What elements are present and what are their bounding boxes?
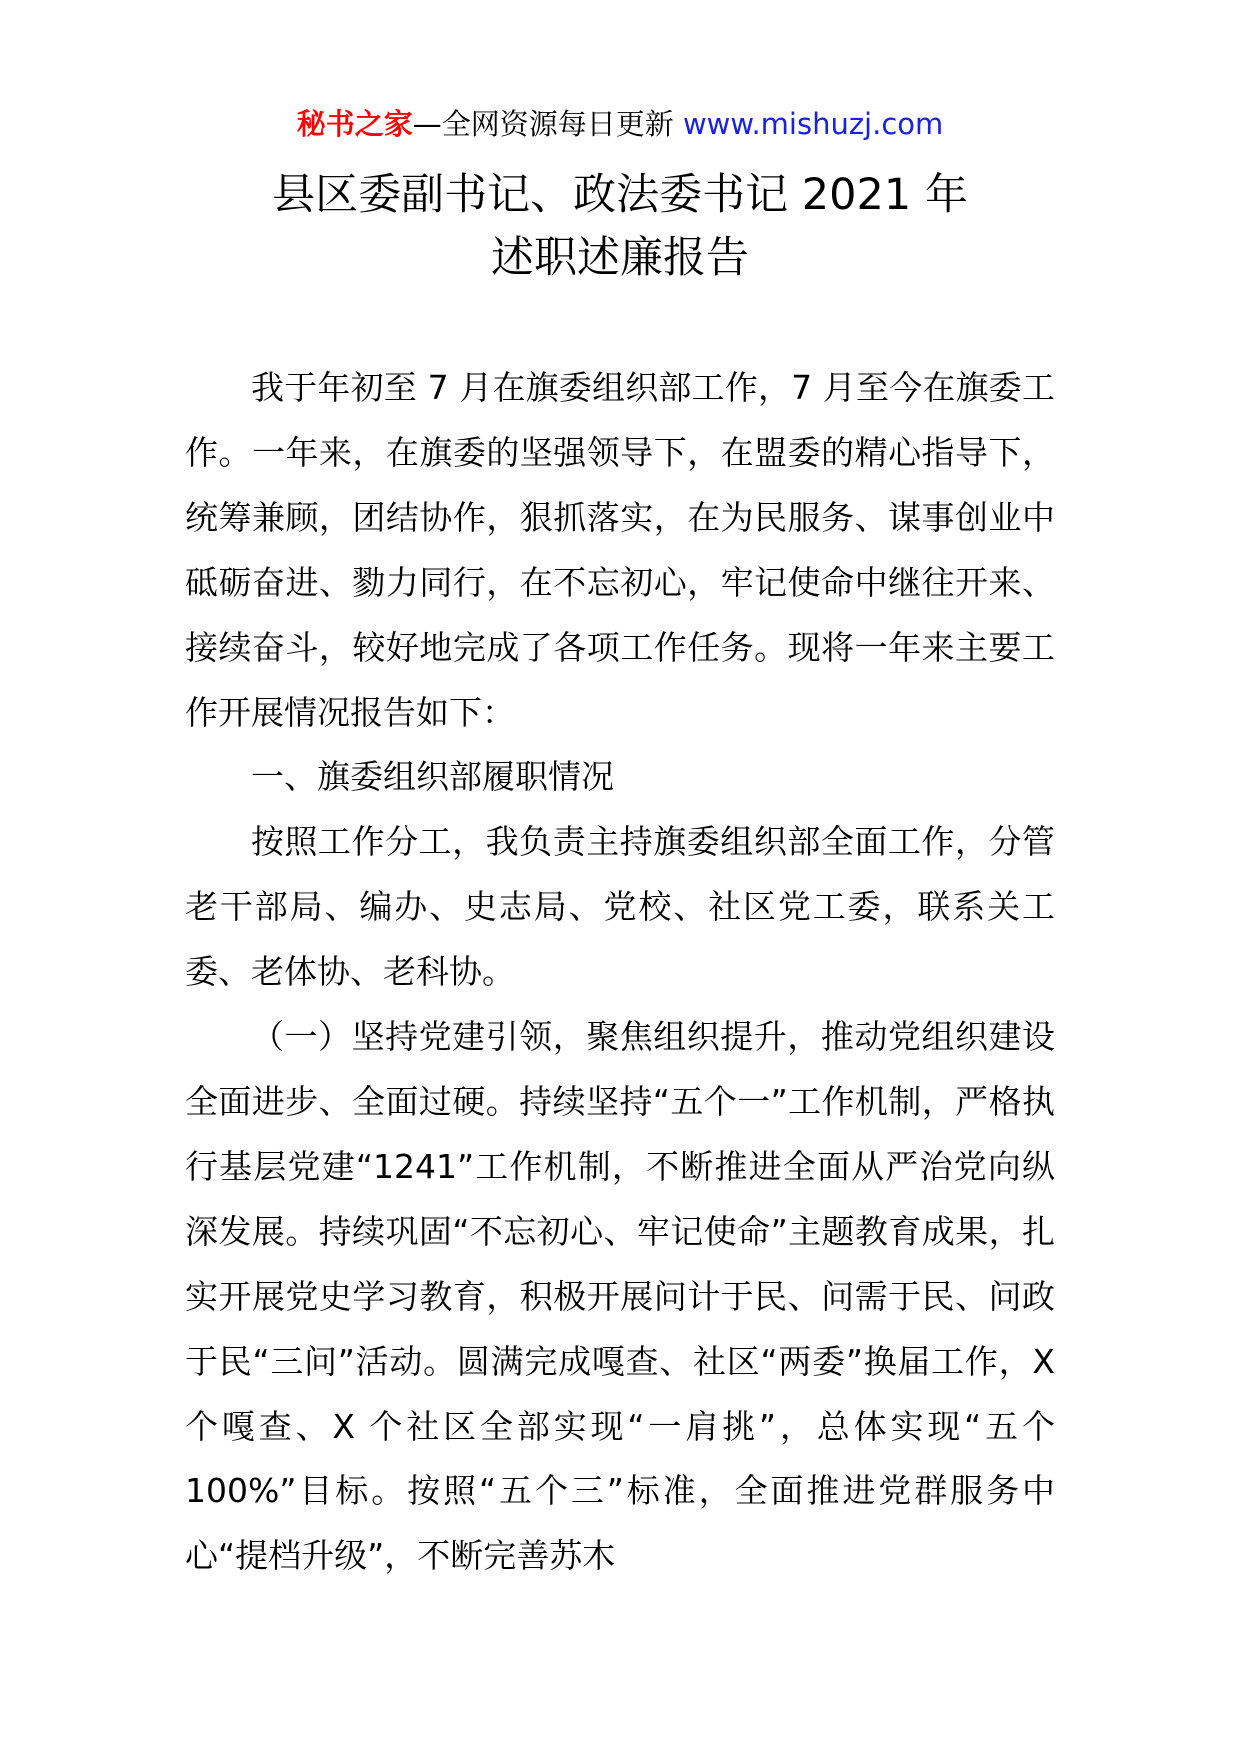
site-brand: 秘书之家 [296,107,413,141]
document-title-line-1: 县区委副书记、政法委书记 2021 年 [272,170,968,220]
section-paragraph: 按照工作分工，我负责主持旗委组织部全面工作，分管老干部局、编办、史志局、党校、社区党工委，联系关工委、老体协、老科协。 [185,822,1055,992]
section-heading: 一、旗委组织部履职情况 [251,757,614,797]
site-slogan: —全网资源每日更新 [412,107,683,141]
site-header [0,102,1240,146]
intro-paragraph: 我于年初至 7 月在旗委组织部工作，7 月至今在旗委工作。一年来，在旗委的坚强领导下，在盟委的精心指导下，统筹兼顾，团结协作，狠抓落实，在为民服务、谋事创业中砥砺奋进、勠力同行，在不忘初心，牢记使命中继往开来、接续奋斗，较好地完成了各项工作任务。现将一年来主要工作开展情况报告如下： [185,368,1055,732]
subsection-paragraph: （一）坚持党建引领，聚焦组织提升，推动党组织建设全面进步、全面过硬。持续坚持“五个一”工作机制，严格执行基层党建“1241”工作机制，不断推进全面从严治党向纵深发展。持续巩固“不忘初心、牢记使命”主题教育成果，扎实开展党史学习教育，积极开展问计于民、问需于民、问政于民“三问”活动。圆满完成嘎查、社区“两委”换届工作，X 个嘎查、X 个社区全部实现“一肩挑”，总体实现“五个 100%”目标。按照“五个三”标准，全面推进党群服务中心“提档升级”，不断完善苏木 [185,1017,1055,1576]
document-title-line-2: 述职述廉报告 [491,233,749,283]
site-url-link[interactable]: www.mishuzj.com [682,107,944,141]
document-body [185,356,1055,1589]
